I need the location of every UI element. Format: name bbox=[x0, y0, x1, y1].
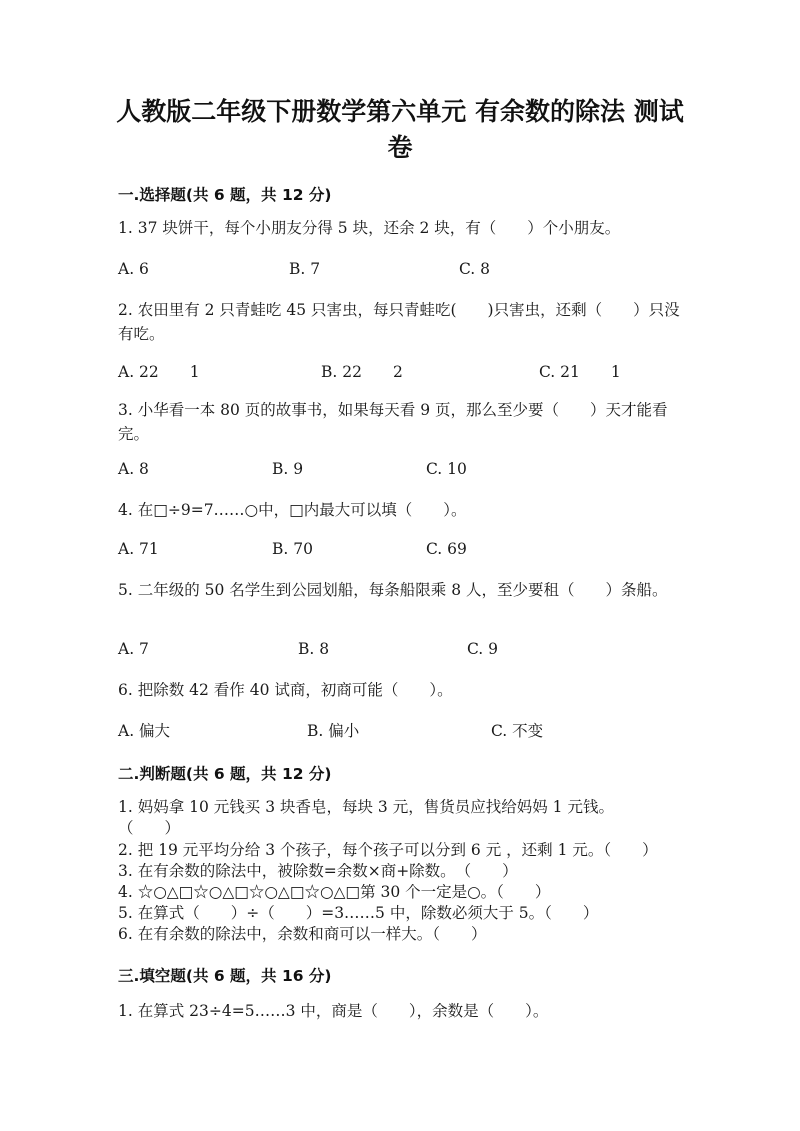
choice-question-2: 2. 农田里有 2 只青蛙吃 45 只害虫，每只青蛙吃( )只害虫，还剩（ ）只没有吃。 bbox=[118, 301, 680, 343]
choice-question-1: 1. 37 块饼干，每个小朋友分得 5 块，还余 2 块，有（ ）个小朋友。 bbox=[118, 219, 621, 237]
choice-5-option-a: A. 7 bbox=[118, 640, 149, 658]
judge-question-2: 2. 把 19 元平均分给 3 个孩子，每个孩子可以分到 6 元 ，还剩 1 元。（ ） bbox=[118, 841, 658, 859]
choice-6-option-b: B. 偏小 bbox=[307, 722, 360, 740]
judge-question-1-bracket: （ ） bbox=[118, 819, 181, 837]
choice-3-option-a: A. 8 bbox=[118, 460, 149, 478]
page-title: 人教版二年级下册数学第六单元 有余数的除法 测试卷 bbox=[116, 97, 684, 162]
choice-5-option-c: C. 9 bbox=[467, 640, 499, 658]
choice-6-option-a: A. 偏大 bbox=[118, 722, 171, 740]
choice-3-option-b: B. 9 bbox=[272, 460, 304, 478]
choice-1-option-b: B. 7 bbox=[289, 260, 321, 278]
choice-6-option-c: C. 不变 bbox=[491, 722, 544, 740]
judge-question-1: 1. 妈妈拿 10 元钱买 3 块香皂，每块 3 元，售货员应找给妈妈 1 元钱。 bbox=[118, 798, 614, 816]
choice-4-option-a: A. 71 bbox=[118, 540, 159, 558]
section-choice-heading: 一.选择题(共 6 题，共 12 分) bbox=[118, 186, 332, 204]
choice-question-3: 3. 小华看一本 80 页的故事书，如果每天看 9 页，那么至少要（ ）天才能看完。 bbox=[118, 401, 668, 443]
choice-3-option-c: C. 10 bbox=[426, 460, 467, 478]
judge-question-3: 3. 在有余数的除法中，被除数=余数×商+除数。 （ ） bbox=[118, 862, 518, 880]
choice-question-5: 5. 二年级的 50 名学生到公园划船，每条船限乘 8 人，至少要租（ ）条船。 bbox=[118, 581, 668, 599]
fill-question-1: 1. 在算式 23÷4=5……3 中，商是（ ），余数是（ ）。 bbox=[118, 1002, 549, 1020]
choice-2-option-b: B. 22 2 bbox=[321, 363, 403, 381]
choice-question-6: 6. 把除数 42 看作 40 试商，初商可能（ ）。 bbox=[118, 681, 453, 699]
choice-4-option-c: C. 69 bbox=[426, 540, 467, 558]
choice-2-option-a: A. 22 1 bbox=[118, 363, 200, 381]
choice-1-option-a: A. 6 bbox=[118, 260, 149, 278]
judge-question-6: 6. 在有余数的除法中，余数和商可以一样大。（ ） bbox=[118, 925, 487, 943]
choice-4-option-b: B. 70 bbox=[272, 540, 313, 558]
choice-question-4: 4. 在□÷9=7……○中，□内最大可以填（ ）。 bbox=[118, 501, 467, 519]
section-judge-heading: 二.判断题(共 6 题，共 12 分) bbox=[118, 765, 332, 783]
choice-1-option-c: C. 8 bbox=[459, 260, 491, 278]
judge-question-4: 4. ☆○△□☆○△□☆○△□☆○△□第 30 个一定是○。（ ） bbox=[118, 883, 551, 901]
choice-2-option-c: C. 21 1 bbox=[539, 363, 621, 381]
choice-5-option-b: B. 8 bbox=[298, 640, 330, 658]
judge-question-5: 5. 在算式（ ）÷（ ）=3……5 中，除数必须大于 5。（ ） bbox=[118, 904, 599, 922]
section-fill-heading: 三.填空题(共 6 题，共 16 分) bbox=[118, 967, 332, 985]
